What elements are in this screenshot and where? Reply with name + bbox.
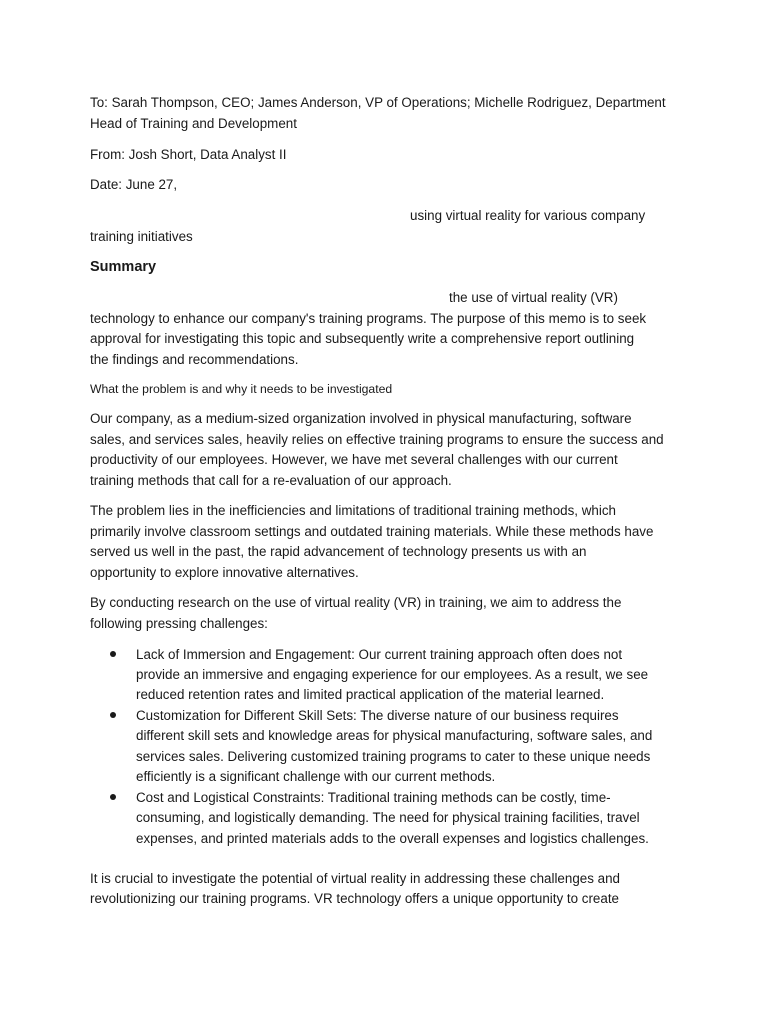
bullet3-line-2: consuming, and logistically demanding. The need for physical training facilities, travel <box>136 810 640 825</box>
bullet-dot <box>110 706 118 714</box>
para3-line-2: following pressing challenges: <box>90 616 268 631</box>
bullet2-line-1: Customization for Different Skill Sets: The diverse nature of our business requires <box>136 708 619 723</box>
para2-line-4: opportunity to explore innovative alternatives. <box>90 565 359 580</box>
summary-line-1: the use of virtual reality (VR) <box>449 290 618 305</box>
bullet-dot <box>110 788 118 796</box>
para1-line-4: training methods that call for a re-evaluation of our approach. <box>90 473 452 488</box>
para2-line-2: primarily involve classroom settings and outdated training materials. While these methods have <box>90 524 654 539</box>
para2-line-1: The problem lies in the inefficiencies and limitations of traditional training methods, which <box>90 503 616 518</box>
from-line: From: Josh Short, Data Analyst II <box>90 147 287 162</box>
problem-subheading: What the problem is and why it needs to be investigated <box>90 382 393 396</box>
para1-line-1: Our company, as a medium-sized organization involved in physical manufacturing, software <box>90 411 632 426</box>
bullet3-line-3: expenses, and printed materials adds to the overall expenses and logistics challenges. <box>136 831 649 846</box>
summary-line-4: the findings and recommendations. <box>90 352 299 367</box>
bullet2-line-3: services sales. Delivering customized training programs to cater to these unique needs <box>136 749 651 764</box>
para3-line-1: By conducting research on the use of virtual reality (VR) in training, we aim to address the <box>90 595 622 610</box>
bullet1-line-3: reduced retention rates and limited practical application of the material learned. <box>136 687 605 702</box>
summary-line-2: technology to enhance our company's training programs. The purpose of this memo is to seek <box>90 311 647 326</box>
para1-line-2: sales, and services sales, heavily relies on effective training programs to ensure the success and <box>90 432 664 447</box>
para4-line-2: revolutionizing our training programs. VR technology offers a unique opportunity to create <box>90 891 619 906</box>
date-line: Date: June 27, <box>90 177 178 192</box>
subject-line-2: training initiatives <box>90 229 193 244</box>
bullet1-line-1: Lack of Immersion and Engagement: Our current training approach often does not <box>136 647 623 662</box>
para4-line-1: It is crucial to investigate the potential of virtual reality in addressing these challenges and <box>90 871 620 886</box>
bullet2-line-4: efficiently is a significant challenge with our current methods. <box>136 769 496 784</box>
summary-heading: Summary <box>90 259 157 275</box>
bullet-dot <box>110 645 118 653</box>
bullet3-line-1: Cost and Logistical Constraints: Traditional training methods can be costly, time- <box>136 790 611 805</box>
summary-line-3: approval for investigating this topic and subsequently write a comprehensive report outlining <box>90 331 635 346</box>
bullet2-line-2: different skill sets and knowledge areas for physical manufacturing, software sales, and <box>136 728 653 743</box>
para1-line-3: productivity of our employees. However, we have met several challenges with our current <box>90 452 618 467</box>
bullet1-line-2: provide an immersive and engaging experience for our employees. As a result, we see <box>136 667 649 682</box>
to-line-2: Head of Training and Development <box>90 116 297 131</box>
to-line-1: To: Sarah Thompson, CEO; James Anderson, VP of Operations; Michelle Rodriguez, Department <box>90 95 666 110</box>
subject-line-1: using virtual reality for various company <box>410 208 646 223</box>
para2-line-3: served us well in the past, the rapid advancement of technology presents us with an <box>90 544 587 559</box>
